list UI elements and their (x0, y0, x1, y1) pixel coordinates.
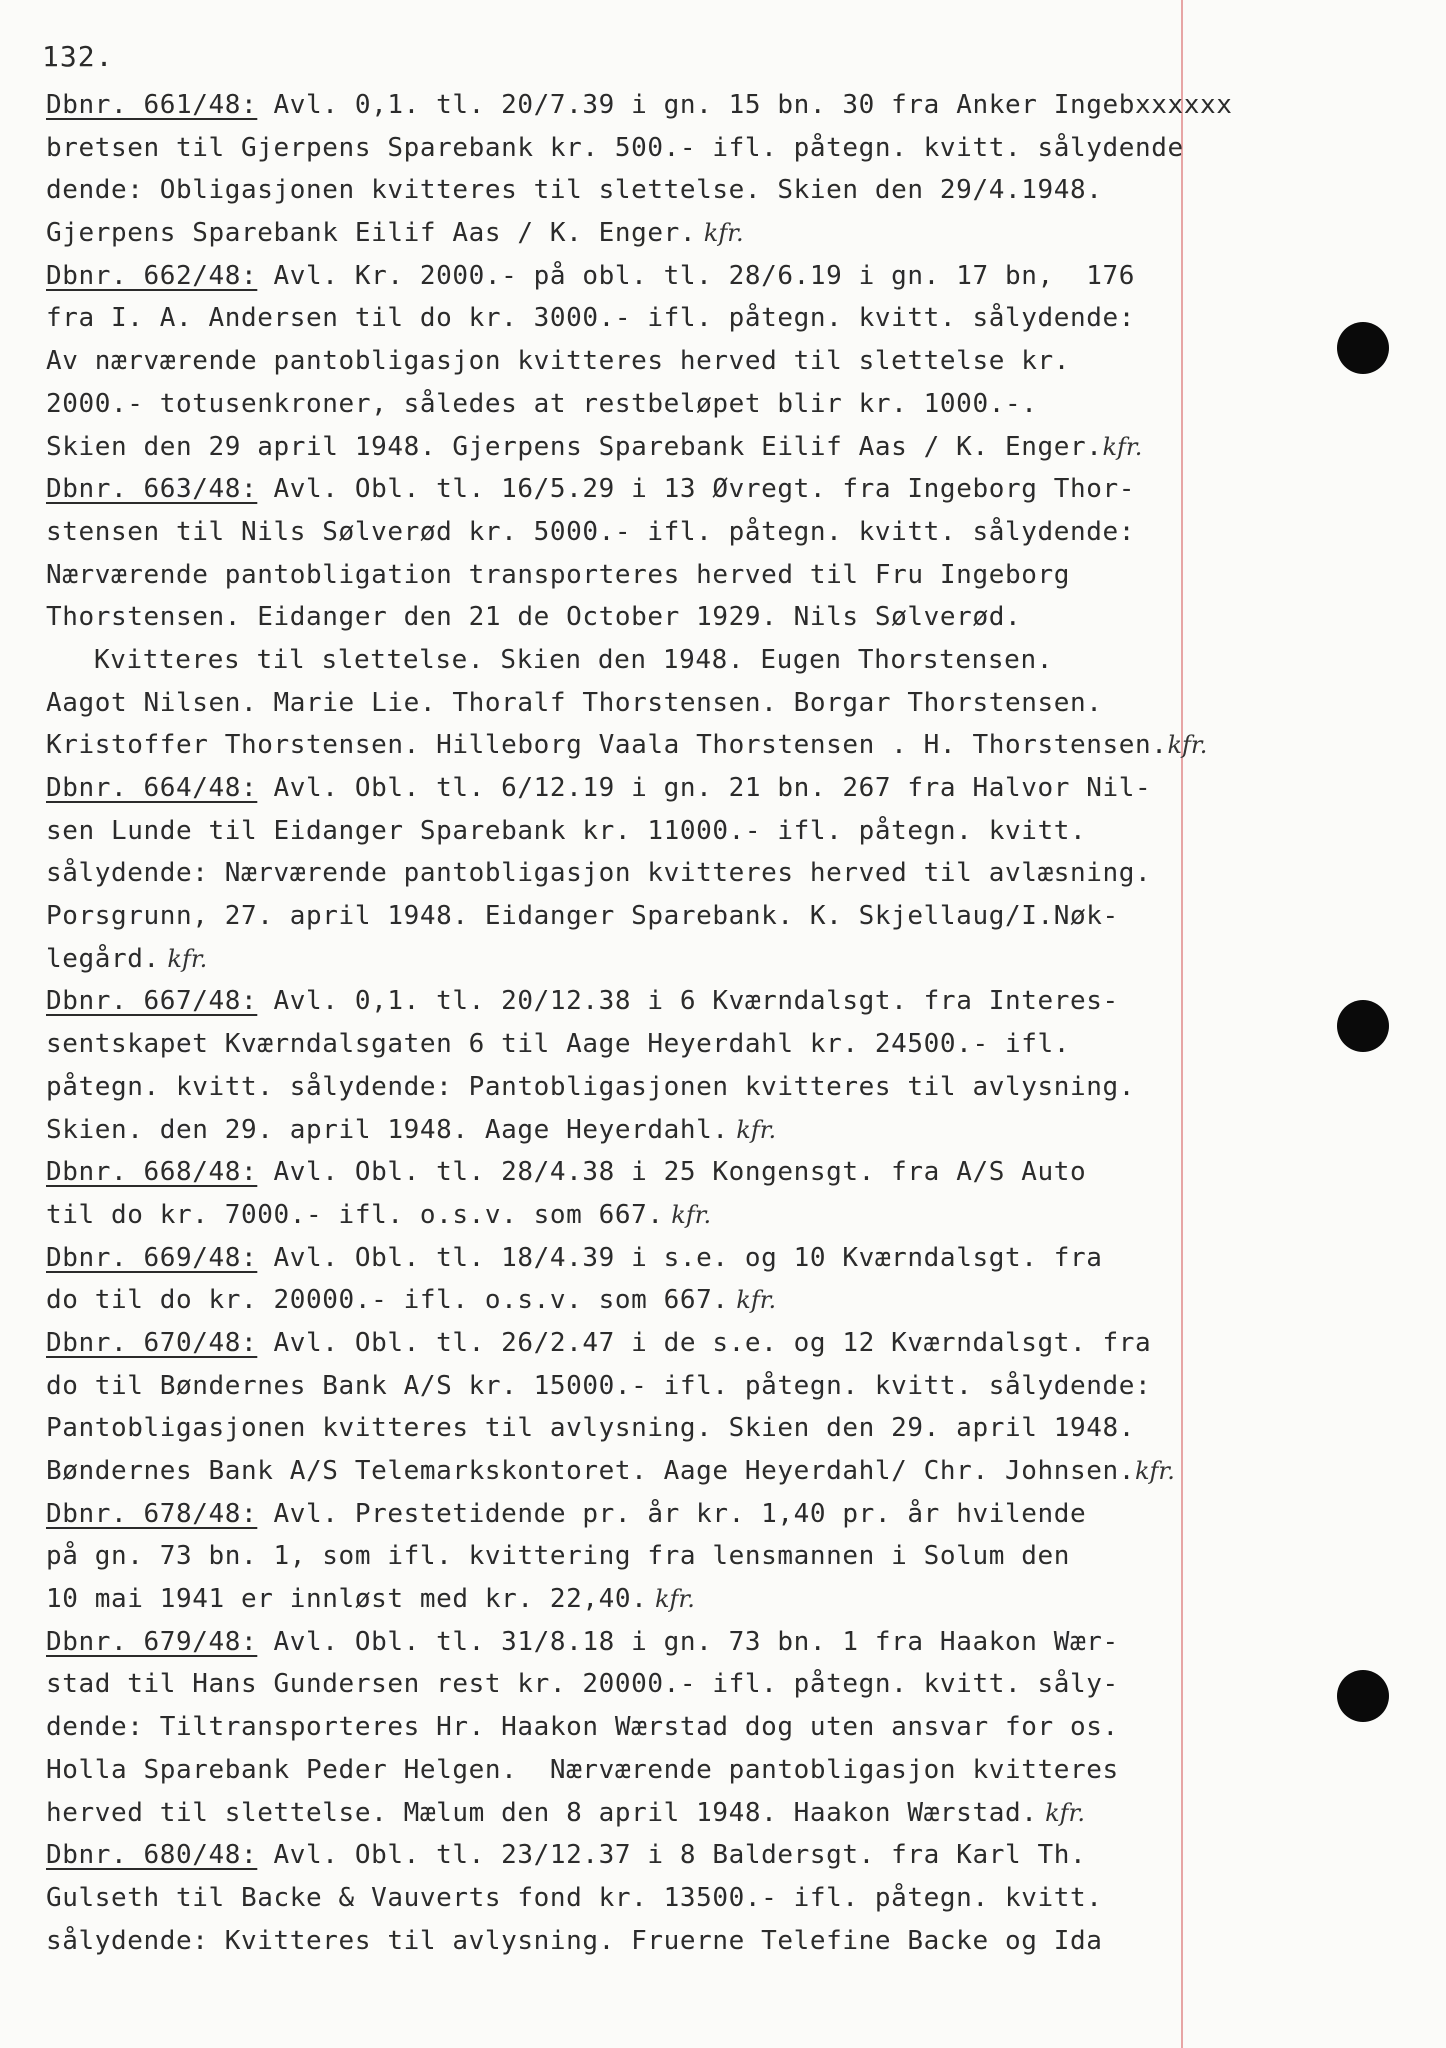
text-line (46, 1663, 1236, 1706)
text-line (46, 639, 1236, 682)
text-line (46, 1493, 1236, 1536)
line-text: Thorstensen. Eidanger den 21 de October 1929. Nils Sølverød. (46, 602, 1022, 633)
line-text: Avl. Obl. tl. 16/5.29 i 13 Øvregt. fra Ingeborg Thor- (257, 474, 1135, 505)
line-text: fra I. A. Andersen til do kr. 3000.- ifl. påtegn. kvitt. sålydende: (46, 303, 1135, 334)
line-text: Avl. Obl. tl. 23/12.37 i 8 Baldersgt. fra Karl Th. (257, 1840, 1087, 1871)
text-line (46, 1834, 1236, 1877)
text-line (46, 1706, 1236, 1749)
line-text: Avl. Obl. tl. 18/4.39 i s.e. og 10 Kværndalsgt. fra (257, 1242, 1103, 1273)
line-text: Avl. Obl. tl. 28/4.38 i 25 Kongensgt. fra A/S Auto (257, 1157, 1087, 1188)
entry-reference: Dbnr. 670/48: (46, 1327, 258, 1358)
line-text: Avl. Prestetidende pr. år kr. 1,40 pr. år hvilende (257, 1498, 1087, 1529)
punch-hole (1337, 322, 1389, 374)
line-text: do til Bøndernes Bank A/S kr. 15000.- ifl. påtegn. kvitt. sålydende: (46, 1370, 1152, 1401)
line-text: Bøndernes Bank A/S Telemarkskontoret. Aage Heyerdahl/ Chr. Johnsen. (46, 1456, 1135, 1486)
line-text: sålydende: Kvitteres til avlysning. Fruerne Telefine Backe og Ida (46, 1925, 1103, 1956)
line-text: Pantobligasjonen kvitteres til avlysning. Skien den 29. april 1948. (46, 1413, 1135, 1444)
line-text: 10 mai 1941 er innløst med kr. 22,40. (46, 1584, 648, 1615)
line-text: Avl. Obl. tl. 31/8.18 i gn. 73 bn. 1 fra Haakon Wær- (257, 1626, 1119, 1657)
text-line (46, 810, 1236, 853)
text-line (46, 255, 1236, 298)
handwritten-initials: kfr. (663, 1200, 712, 1229)
text-line (46, 682, 1236, 725)
text-line (46, 1237, 1236, 1280)
entry-reference: Dbnr. 669/48: (46, 1242, 258, 1273)
line-text: Kvitteres til slettelse. Skien den 1948. Eugen Thorstensen. (94, 644, 1053, 675)
line-text: til do kr. 7000.- ifl. o.s.v. som 667. (46, 1199, 664, 1230)
line-text: Porsgrunn, 27. april 1948. Eidanger Sparebank. K. Skjellaug/I.Nøk- (46, 901, 1119, 932)
text-line (46, 724, 1236, 767)
line-text: 2000.- totusenkroner, således at restbeløpet blir kr. 1000.-. (46, 388, 1038, 419)
text-line (46, 980, 1236, 1023)
line-text: på gn. 73 bn. 1, som ifl. kvittering fra lensmannen i Solum den (46, 1541, 1070, 1572)
text-line (46, 511, 1236, 554)
entry-reference: Dbnr. 680/48: (46, 1840, 258, 1871)
text-line (46, 554, 1236, 597)
text-line (46, 1151, 1236, 1194)
text-line (46, 127, 1236, 170)
text-line (46, 1792, 1236, 1835)
handwritten-initials: kfr. (159, 944, 208, 973)
text-line (46, 1279, 1236, 1322)
text-line (46, 84, 1236, 127)
handwritten-initials: kfr. (1037, 1798, 1085, 1827)
text-line (46, 1920, 1236, 1963)
entry-reference: Dbnr. 679/48: (46, 1626, 258, 1657)
line-text: Aagot Nilsen. Marie Lie. Thoralf Thorstensen. Borgar Thorstensen. (46, 687, 1103, 718)
entry-reference: Dbnr. 661/48: (46, 90, 258, 120)
line-text: stad til Hans Gundersen rest kr. 20000.- ifl. påtegn. kvitt. såly- (46, 1669, 1119, 1700)
page-number: 132. (42, 40, 114, 73)
text-line (46, 169, 1236, 212)
line-text: sentskapet Kværndalsgaten 6 til Aage Heyerdahl kr. 24500.- ifl. (46, 1029, 1070, 1060)
punch-hole (1337, 1670, 1389, 1722)
line-text: Skien den 29 april 1948. Gjerpens Sparebank Eilif Aas / K. Enger. (46, 431, 1103, 462)
line-text: dende: Obligasjonen kvitteres til slettelse. Skien den 29/4.1948. (46, 175, 1103, 206)
text-line (46, 1749, 1236, 1792)
handwritten-initials: kfr. (1102, 432, 1143, 461)
line-text: Avl. Kr. 2000.- på obl. tl. 28/6.19 i gn. 17 bn, 176 (257, 260, 1135, 291)
line-text: Nærværende pantobligation transporteres herved til Fru Ingeborg (46, 559, 1070, 590)
line-text: sen Lunde til Eidanger Sparebank kr. 11000.- ifl. påtegn. kvitt. (46, 815, 1087, 846)
text-line (46, 852, 1236, 895)
line-text: dende: Tiltransporteres Hr. Haakon Wærstad dog uten ansvar for os. (46, 1712, 1119, 1743)
line-text: Avl. 0,1. tl. 20/7.39 i gn. 15 bn. 30 fra Anker Ingebxxxxxx (257, 90, 1233, 120)
handwritten-initials: kfr. (1167, 731, 1208, 760)
text-line (46, 1407, 1236, 1450)
line-text: Holla Sparebank Peder Helgen. Nærværende pantobligasjon kvitteres (46, 1754, 1119, 1785)
text-line (46, 297, 1236, 340)
handwritten-initials: kfr. (728, 1286, 777, 1315)
line-text: do til do kr. 20000.- ifl. o.s.v. som 667. (46, 1285, 729, 1316)
text-line (46, 1322, 1236, 1365)
text-line (46, 1066, 1236, 1109)
entry-reference: Dbnr. 678/48: (46, 1498, 258, 1529)
line-text: Gjerpens Sparebank Eilif Aas / K. Enger. (46, 218, 697, 249)
line-text: sålydende: Nærværende pantobligasjon kvitteres herved til avlæsning. (46, 858, 1152, 889)
text-line (46, 767, 1236, 810)
text-line (46, 340, 1236, 383)
text-line (46, 596, 1236, 639)
handwritten-initials: kfr. (1134, 1457, 1175, 1485)
text-line (46, 212, 1236, 255)
line-text: Kristoffer Thorstensen. Hilleborg Vaala Thorstensen . H. Thorstensen. (46, 730, 1168, 761)
entry-reference: Dbnr. 668/48: (46, 1157, 258, 1188)
line-text: bretsen til Gjerpens Sparebank kr. 500.- ifl. påtegn. kvitt. sålydende (46, 132, 1184, 163)
text-line (46, 1535, 1236, 1578)
text-line (46, 383, 1236, 426)
entry-reference: Dbnr. 664/48: (46, 773, 258, 803)
text-line (46, 1023, 1236, 1066)
text-line (46, 1194, 1236, 1237)
text-line (46, 1877, 1236, 1920)
line-text: Avl. 0,1. tl. 20/12.38 i 6 Kværndalsgt. fra Interes- (257, 986, 1119, 1017)
line-text: påtegn. kvitt. sålydende: Pantobligasjonen kvitteres til avlysning. (46, 1071, 1135, 1102)
line-text: Skien. den 29. april 1948. Aage Heyerdahl. (46, 1114, 729, 1145)
punch-hole (1337, 1000, 1389, 1052)
entry-reference: Dbnr. 667/48: (46, 986, 258, 1017)
text-line (46, 468, 1236, 511)
line-text: stensen til Nils Sølverød kr. 5000.- ifl. påtegn. kvitt. sålydende: (46, 516, 1135, 547)
text-line (46, 426, 1236, 469)
line-text: legård. (46, 943, 160, 974)
text-line (46, 938, 1236, 981)
text-line (46, 1450, 1236, 1493)
line-text: Avl. Obl. tl. 6/12.19 i gn. 21 bn. 267 fra Halvor Nil- (257, 773, 1152, 803)
entry-reference: Dbnr. 662/48: (46, 260, 258, 291)
handwritten-initials: kfr. (728, 1115, 777, 1144)
text-line (46, 895, 1236, 938)
text-line (46, 1578, 1236, 1621)
line-text: Avl. Obl. tl. 26/2.47 i de s.e. og 12 Kværndalsgt. fra (257, 1327, 1152, 1358)
line-text: Av nærværende pantobligasjon kvitteres herved til slettelse kr. (46, 346, 1070, 377)
handwritten-initials: kfr. (647, 1585, 695, 1614)
ledger-text (46, 84, 1236, 1962)
text-line (46, 1621, 1236, 1664)
text-line (46, 1109, 1236, 1152)
handwritten-initials: kfr. (696, 219, 744, 248)
entry-reference: Dbnr. 663/48: (46, 474, 258, 505)
line-text: herved til slettelse. Mælum den 8 april 1948. Haakon Wærstad. (46, 1797, 1038, 1828)
line-text: Gulseth til Backe & Vauverts fond kr. 13500.- ifl. påtegn. kvitt. (46, 1882, 1103, 1913)
text-line (46, 1365, 1236, 1408)
